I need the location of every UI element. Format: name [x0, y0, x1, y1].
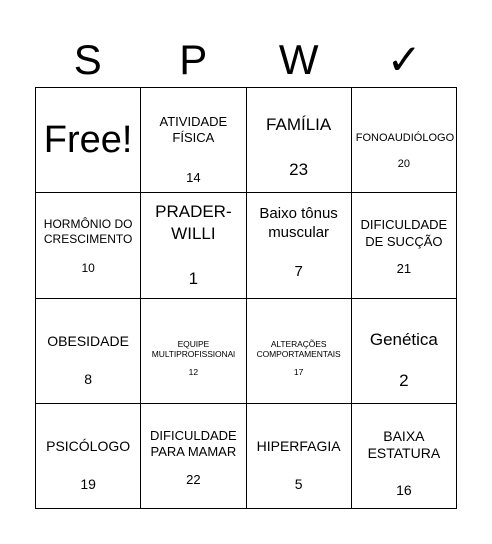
cell-term: HORMÔNIO DO CRESCIMENTO [43, 217, 133, 247]
cell-number: 19 [80, 475, 96, 492]
cell-number: 14 [186, 170, 201, 185]
bingo-grid [35, 87, 457, 509]
cell-term: PRADER-WILLI [155, 202, 232, 243]
cell-term: FAMÍLIA [266, 115, 332, 134]
bingo-cell[interactable] [247, 88, 352, 193]
bingo-cell[interactable] [247, 404, 352, 509]
bingo-cell-free[interactable] [36, 88, 141, 193]
cell-number: 12 [188, 366, 199, 377]
cell-term: OBESIDADE [47, 332, 129, 349]
cell-number: 22 [186, 471, 201, 487]
cell-number: 10 [81, 261, 95, 276]
cell-number: 8 [84, 370, 93, 387]
cell-number: 16 [396, 481, 412, 498]
cell-term: DIFICULDADE DE SUCÇÃO [360, 217, 448, 249]
cell-number: 5 [294, 475, 303, 492]
bingo-cell[interactable] [247, 299, 352, 404]
bingo-cell[interactable] [247, 193, 352, 298]
header-letter-1: S [73, 36, 102, 83]
bingo-cell[interactable] [352, 193, 457, 298]
bingo-cell[interactable] [141, 404, 246, 509]
cell-term: Baixo tônus muscular [259, 205, 338, 241]
cell-term: FONOAUDIÓLOGO [355, 132, 455, 144]
bingo-cell[interactable] [352, 404, 457, 509]
bingo-cell[interactable] [36, 193, 141, 298]
cell-number: 2 [399, 370, 409, 390]
bingo-cell[interactable] [36, 404, 141, 509]
free-space-label: Free! [43, 118, 133, 161]
bingo-cell[interactable] [36, 299, 141, 404]
cell-number: 17 [293, 366, 304, 377]
cell-number: 1 [188, 269, 199, 289]
bingo-cell[interactable] [141, 299, 246, 404]
bingo-cell[interactable] [141, 193, 246, 298]
cell-term: BAIXA ESTATURA [367, 427, 441, 462]
cell-term: Genética [369, 329, 438, 349]
header-letter-3: W [278, 36, 319, 83]
cell-term: DIFICULDADE PARA MAMAR [150, 427, 237, 459]
bingo-header [35, 32, 457, 88]
cell-number: 7 [294, 263, 303, 281]
header-letter-4: ✓ [386, 36, 422, 83]
cell-term: EQUIPE MULTIPROFISSIONAl [151, 338, 235, 360]
bingo-cell[interactable] [352, 299, 457, 404]
header-letter-2: P [179, 36, 208, 83]
cell-number: 20 [397, 158, 410, 170]
cell-term: PSICÓLOGO [46, 437, 131, 454]
cell-term: ATIVIDADE FÍSICA [159, 114, 228, 146]
bingo-cell[interactable] [141, 88, 246, 193]
cell-term: HIPERFAGIA [256, 437, 341, 454]
bingo-cell[interactable] [352, 88, 457, 193]
cell-term: ALTERAÇÕES COMPORTAMENTAIS [256, 338, 341, 360]
cell-number: 21 [396, 261, 412, 277]
cell-number: 23 [289, 160, 309, 179]
